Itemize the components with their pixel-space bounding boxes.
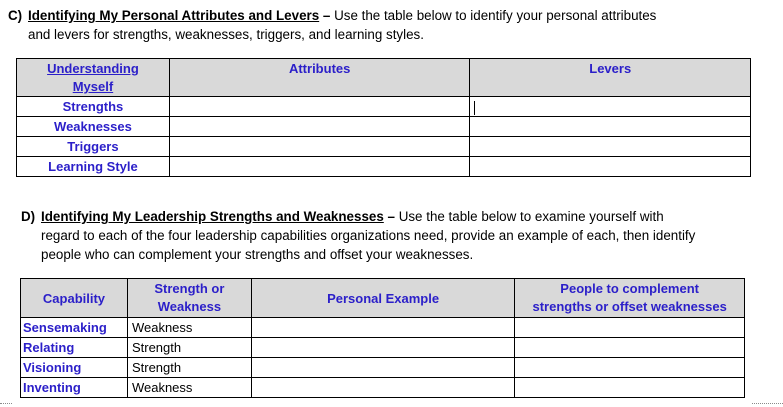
table-row bbox=[21, 338, 745, 358]
header-understanding-line2: Myself bbox=[72, 79, 114, 94]
table-row bbox=[21, 378, 745, 398]
leadership-capabilities-table bbox=[20, 278, 745, 398]
section-c-letter: C) bbox=[8, 8, 23, 23]
value-sensemaking[interactable]: Weakness bbox=[127, 318, 251, 338]
capability-relating: Relating bbox=[21, 338, 128, 358]
header-personal-example: Personal Example bbox=[251, 279, 515, 318]
people-relating-cell[interactable] bbox=[515, 338, 745, 358]
row-label-weaknesses: Weaknesses bbox=[17, 117, 170, 137]
levers-learning-style-cell[interactable] bbox=[470, 157, 751, 177]
row-label-learning-style: Learning Style bbox=[17, 157, 170, 177]
header-people-line1: People to complement bbox=[560, 281, 699, 296]
header-capability: Capability bbox=[21, 279, 128, 318]
capability-sensemaking: Sensemaking bbox=[21, 318, 128, 338]
attributes-weaknesses-cell[interactable] bbox=[169, 117, 470, 137]
section-c-desc-line2: and levers for strengths, weaknesses, triggers, and learning styles. bbox=[28, 27, 424, 42]
attributes-triggers-cell[interactable] bbox=[169, 137, 470, 157]
section-c-heading bbox=[8, 6, 778, 44]
table-header-row bbox=[17, 59, 751, 97]
capability-visioning: Visioning bbox=[21, 358, 128, 378]
header-understanding-myself bbox=[17, 59, 170, 97]
header-strength-line1: Strength or bbox=[154, 281, 225, 296]
page-edge-right bbox=[752, 403, 783, 404]
levers-triggers-cell[interactable] bbox=[470, 137, 751, 157]
table-row bbox=[17, 97, 751, 117]
example-relating-cell[interactable] bbox=[251, 338, 515, 358]
section-d-desc-line2: regard to each of the four leadership capabilities organizations need, provide an example of each, then identify bbox=[41, 228, 696, 243]
example-visioning-cell[interactable] bbox=[251, 358, 515, 378]
row-label-strengths: Strengths bbox=[17, 97, 170, 117]
levers-weaknesses-cell[interactable] bbox=[470, 117, 751, 137]
value-relating[interactable]: Strength bbox=[127, 338, 251, 358]
row-label-triggers: Triggers bbox=[17, 137, 170, 157]
section-d-title: Identifying My Leadership Strengths and Weaknesses bbox=[41, 209, 384, 224]
capability-inventing: Inventing bbox=[21, 378, 128, 398]
section-c-title: Identifying My Personal Attributes and Levers bbox=[28, 8, 320, 23]
people-visioning-cell[interactable] bbox=[515, 358, 745, 378]
header-attributes: Attributes bbox=[169, 59, 470, 97]
header-levers: Levers bbox=[470, 59, 751, 97]
value-visioning[interactable]: Strength bbox=[127, 358, 251, 378]
attributes-learning-style-cell[interactable] bbox=[169, 157, 470, 177]
header-strength-or-weakness bbox=[127, 279, 251, 318]
text-cursor bbox=[474, 101, 475, 115]
levers-strengths-cell[interactable] bbox=[470, 97, 751, 117]
section-d-letter: D) bbox=[21, 209, 36, 224]
attributes-levers-table bbox=[16, 58, 751, 177]
section-d-heading bbox=[21, 207, 776, 264]
section-c-dash: – bbox=[319, 8, 335, 23]
section-c-desc-line1: Use the table below to identify your personal attributes bbox=[334, 8, 657, 23]
table-header-row bbox=[21, 279, 745, 318]
value-inventing[interactable]: Weakness bbox=[127, 378, 251, 398]
people-sensemaking-cell[interactable] bbox=[515, 318, 745, 338]
example-sensemaking-cell[interactable] bbox=[251, 318, 515, 338]
table-row bbox=[21, 358, 745, 378]
page-edge-left bbox=[0, 403, 12, 404]
header-people-to-complement bbox=[515, 279, 745, 318]
header-understanding-line1: Understanding bbox=[47, 61, 139, 76]
section-d-desc-line1: Use the table below to examine yourself with bbox=[398, 209, 664, 224]
table-row bbox=[17, 157, 751, 177]
header-people-line2: strengths or offset weaknesses bbox=[532, 299, 727, 314]
table-row bbox=[17, 117, 751, 137]
table-row bbox=[17, 137, 751, 157]
people-inventing-cell[interactable] bbox=[515, 378, 745, 398]
section-d-desc-line3: people who can complement your strengths and offset your weaknesses. bbox=[41, 247, 474, 262]
header-strength-line2: Weakness bbox=[157, 299, 222, 314]
example-inventing-cell[interactable] bbox=[251, 378, 515, 398]
attributes-strengths-cell[interactable] bbox=[169, 97, 470, 117]
table-row bbox=[21, 318, 745, 338]
section-d-dash: – bbox=[383, 209, 399, 224]
